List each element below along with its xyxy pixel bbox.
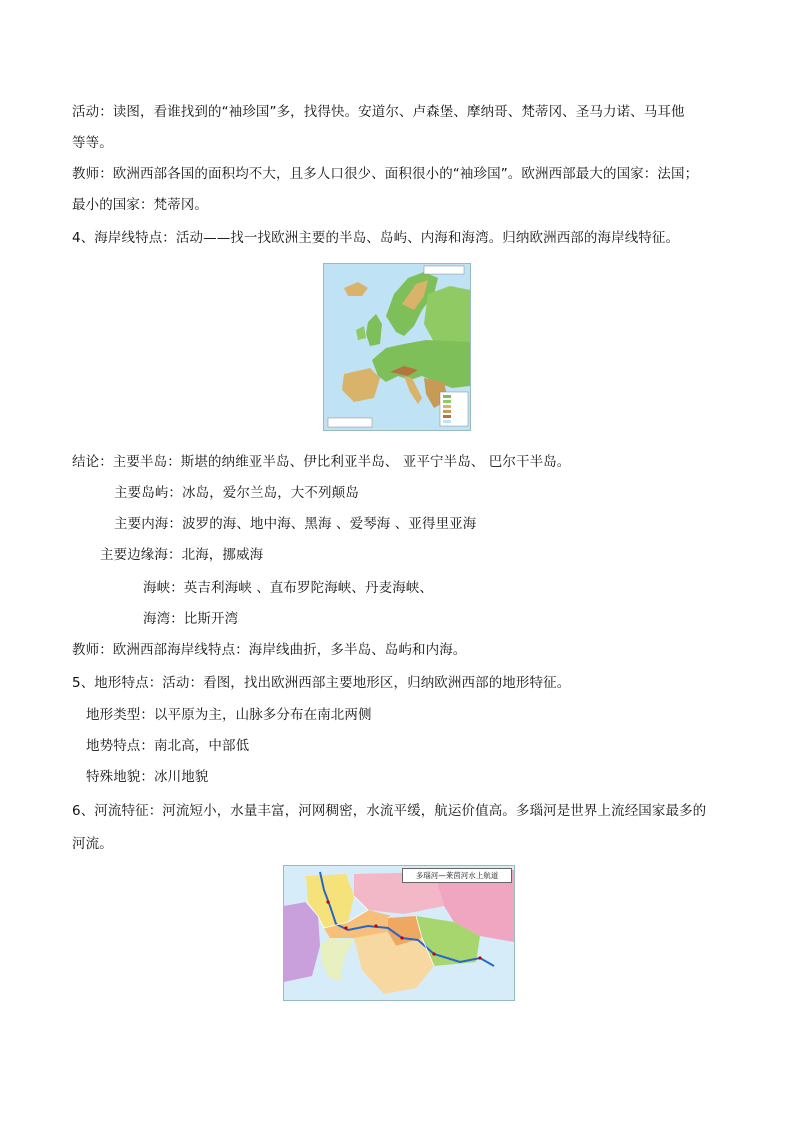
terrain-types: 地形类型：以平原为主，山脉多分布在南北两侧 — [86, 707, 372, 723]
conclusion-straits: 海峡：英吉利海峡 、直布罗陀海峡、丹麦海峡、 — [143, 580, 433, 596]
paragraph-teacher-area: 教师：欧洲西部各国的面积均不大，且多人口很少、面积很小的“袖珍国”。欧洲西部最大的国家：法国； — [72, 166, 699, 182]
paragraph-activity-microstates-cont: 等等。 — [72, 135, 113, 151]
conclusion-inland-seas: 主要内海：波罗的海、地中海、黑海 、爱琴海 、亚得里亚海 — [114, 516, 477, 532]
paragraph-activity-microstates: 活动：读图，看谁找到的“袖珍国”多，找得快。安道尔、卢森堡、摩纳哥、梵蒂冈、圣马力诺、马耳他 — [72, 104, 685, 120]
conclusion-peninsulas: 结论：主要半岛：斯堪的纳维亚半岛、伊比利亚半岛、 亚平宁半岛、 巴尔干半岛。 — [72, 454, 571, 470]
europe-physical-map — [323, 263, 471, 431]
danube-rhine-waterway-map — [283, 865, 515, 1001]
terrain-relief: 地势特点：南北高，中部低 — [86, 738, 250, 754]
paragraph-teacher-coastline: 教师：欧洲西部海岸线特点：海岸线曲折，多半岛、岛屿和内海。 — [72, 642, 467, 658]
terrain-special-landforms: 特殊地貌：冰川地貌 — [86, 769, 209, 785]
heading-terrain: 5、地形特点：活动：看图，找出欧洲西部主要地形区，归纳欧洲西部的地形特征。 — [72, 675, 571, 691]
heading-rivers-cont: 河流。 — [72, 836, 113, 852]
conclusion-marginal-seas: 主要边缘海：北海，挪威海 — [100, 547, 264, 563]
conclusion-bays: 海湾：比斯开湾 — [143, 611, 239, 627]
heading-rivers: 6、河流特征：河流短小，水量丰富，河网稠密，水流平缓，航运价值高。多瑙河是世界上流经国家最多的 — [72, 803, 707, 819]
heading-coastline: 4、海岸线特点：活动——找一找欧洲主要的半岛、岛屿、内海和海湾。归纳欧洲西部的海岸线特征。 — [72, 230, 680, 246]
map-title: 多瑙河—莱茵河水上航道 — [402, 868, 512, 883]
paragraph-teacher-area-cont: 最小的国家：梵蒂冈。 — [72, 197, 208, 213]
conclusion-islands: 主要岛屿：冰岛，爱尔兰岛，大不列颠岛 — [114, 485, 359, 501]
